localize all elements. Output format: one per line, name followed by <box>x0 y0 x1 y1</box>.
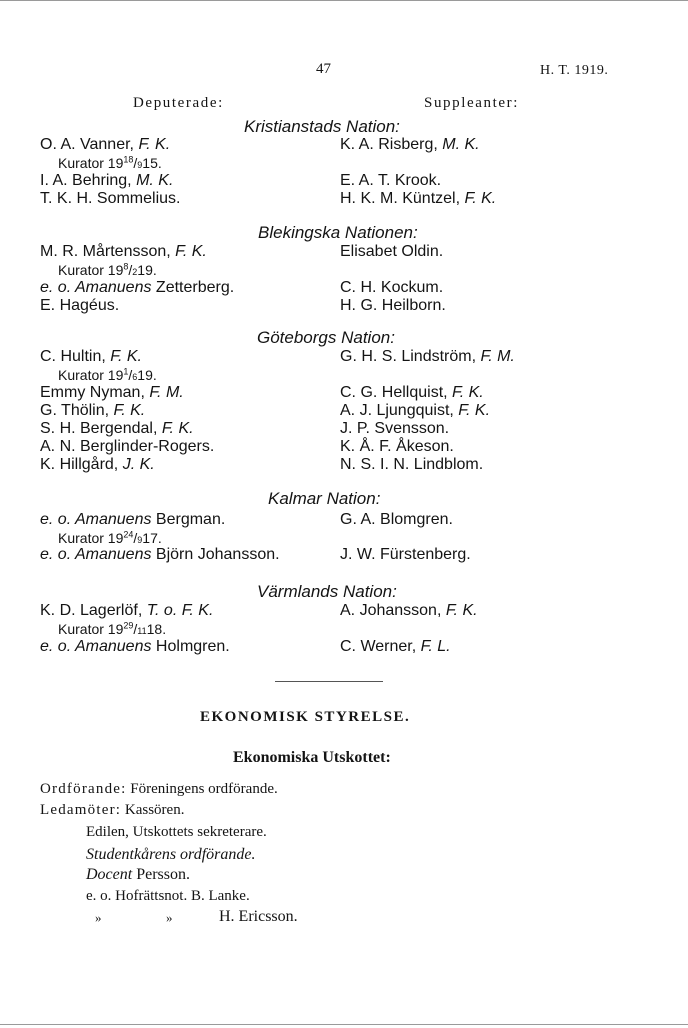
deputerad-entry: K. Hillgård, J. K. <box>40 456 155 473</box>
ditto-mark: » <box>166 910 173 925</box>
deputerad-entry: e. o. Amanuens Björn Johansson. <box>40 546 280 563</box>
suppleant-entry: C. Werner, F. L. <box>340 638 451 655</box>
section-divider <box>275 681 383 682</box>
suppleant-entry: K. Å. F. Åkeson. <box>340 438 454 455</box>
ordforande-line: Ordförande: Föreningens ordförande. <box>40 781 278 797</box>
kurator-line: Kurator $19^1/619$. <box>58 366 157 383</box>
deputerad-entry: S. H. Bergendal, F. K. <box>40 420 194 437</box>
column-header-suppleanter: Suppleanter: <box>424 95 520 111</box>
running-head: H. T. 1919. <box>540 63 609 78</box>
kurator-line: Kurator $19^8/219$. <box>58 261 157 278</box>
member-line: e. o. Hofrättsnot. B. Lanke. <box>86 888 250 904</box>
member-line: Studentkårens ordförande. <box>86 846 256 863</box>
page-top-rule <box>0 0 688 1</box>
deputerad-entry: O. A. Vanner, F. K. <box>40 136 171 153</box>
nation-heading-varmland: Värmlands Nation: <box>257 582 397 601</box>
member-line: H. Ericsson. <box>219 908 298 925</box>
deputerad-entry: C. Hultin, F. K. <box>40 348 142 365</box>
deputerad-entry: M. R. Mårtensson, F. K. <box>40 243 207 260</box>
deputerad-entry: A. N. Berglinder-Rogers. <box>40 438 215 455</box>
nation-heading-goteborg: Göteborgs Nation: <box>257 328 395 347</box>
deputerad-entry: E. Hagéus. <box>40 297 120 314</box>
suppleant-entry: N. S. I. N. Lindblom. <box>340 456 484 473</box>
nation-heading-kristianstad: Kristianstads Nation: <box>244 117 400 136</box>
deputerad-entry: G. Thölin, F. K. <box>40 402 146 419</box>
suppleant-entry: H. G. Heilborn. <box>340 297 446 314</box>
suppleant-entry: C. H. Kockum. <box>340 279 444 296</box>
deputerad-entry: e. o. Amanuens Holmgren. <box>40 638 230 655</box>
subsection-heading: Ekonomiska Utskottet: <box>233 749 391 766</box>
nation-heading-kalmar: Kalmar Nation: <box>268 489 381 508</box>
suppleant-entry: Elisabet Oldin. <box>340 243 444 260</box>
suppleant-entry: A. J. Ljungquist, F. K. <box>340 402 491 419</box>
member-line: Edilen, Utskottets sekreterare. <box>86 824 267 840</box>
ledamoter-line: Ledamöter: Kassören. <box>40 802 185 818</box>
deputerad-entry: K. D. Lagerlöf, T. o. F. K. <box>40 602 214 619</box>
page-bottom-rule <box>0 1024 688 1025</box>
kurator-line: Kurator $19^{24}/917$. <box>58 529 162 546</box>
suppleant-entry: H. K. M. Küntzel, F. K. <box>340 190 497 207</box>
deputerad-entry: Emmy Nyman, F. M. <box>40 384 184 401</box>
ditto-mark: » <box>95 910 102 925</box>
member-line: Docent Persson. <box>86 866 190 883</box>
column-header-deputerade: Deputerade: <box>133 95 224 111</box>
suppleant-entry: K. A. Risberg, M. K. <box>340 136 480 153</box>
suppleant-entry: E. A. T. Krook. <box>340 172 442 189</box>
deputerad-entry: e. o. Amanuens Zetterberg. <box>40 279 235 296</box>
kurator-line: Kurator $19^{18}/915$. <box>58 154 162 171</box>
suppleant-entry: A. Johansson, F. K. <box>340 602 478 619</box>
deputerad-entry: T. K. H. Sommelius. <box>40 190 181 207</box>
suppleant-entry: J. P. Svensson. <box>340 420 450 437</box>
suppleant-entry: G. A. Blomgren. <box>340 511 453 528</box>
suppleant-entry: C. G. Hellquist, F. K. <box>340 384 484 401</box>
nation-heading-blekinge: Blekingska Nationen: <box>258 223 418 242</box>
page-number: 47 <box>316 61 331 77</box>
kurator-line: Kurator $19^{29}/1118$. <box>58 620 167 637</box>
section-heading: EKONOMISK STYRELSE. <box>200 709 411 725</box>
deputerad-entry: I. A. Behring, M. K. <box>40 172 174 189</box>
deputerad-entry: e. o. Amanuens Bergman. <box>40 511 226 528</box>
suppleant-entry: G. H. S. Lindström, F. M. <box>340 348 515 365</box>
suppleant-entry: J. W. Fürstenberg. <box>340 546 471 563</box>
